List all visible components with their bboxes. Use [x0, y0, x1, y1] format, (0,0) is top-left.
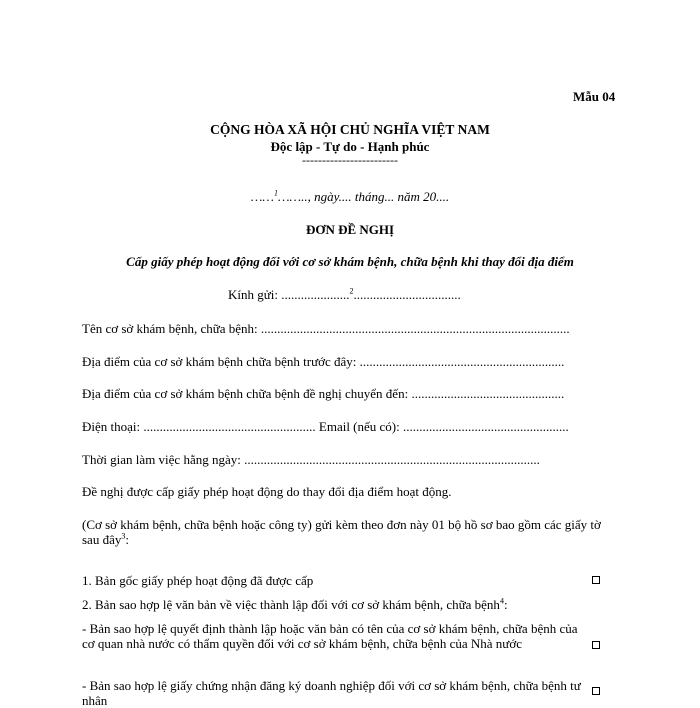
field-label: Thời gian làm việc hằng ngày:: [82, 452, 245, 467]
document-3-checkbox[interactable]: [592, 641, 600, 649]
phone-fill[interactable]: .....................................................: [143, 419, 319, 434]
document-text: - Bản sao hợp lệ giấy chứng nhận đăng ký doanh nghiệp đối với cơ sở khám bệnh, chữa bệnh tư nhân: [82, 678, 581, 708]
attachment-footnote: 3: [121, 531, 126, 541]
form-code: Mẫu 04: [573, 89, 616, 104]
document-item-2: 2. Bản sao hợp lệ văn bản về việc thành lập đối với cơ sở khám bệnh, chữa bệnh$^4$:: [82, 596, 508, 612]
attachment-intro-end: :: [125, 532, 129, 547]
field-fill[interactable]: ...............................................: [411, 386, 565, 401]
recipient-line: [228, 287, 461, 303]
field-fill[interactable]: ...............................................................: [359, 354, 565, 369]
email-label: Email (nếu có):: [318, 419, 403, 434]
phone-email-field: [82, 419, 569, 435]
facility-name-field: [82, 321, 570, 337]
recipient-fill-2[interactable]: .................................: [353, 287, 461, 302]
recipient-label: Kính gửi:: [228, 287, 282, 302]
document-text: 1. Bản gốc giấy phép hoạt động đã được cấp: [82, 573, 314, 588]
national-motto: Độc lập - Tự do - Hạnh phúc: [270, 139, 430, 154]
attachment-intro-text: (Cơ sở khám bệnh, chữa bệnh hoặc công ty) gửi kèm theo đơn này 01 bộ hồ sơ bao gồm các giấy tờ sau đây: [82, 517, 601, 547]
form-title: ĐƠN ĐỀ NGHỊ: [305, 222, 395, 237]
date-line: [0, 189, 700, 205]
document-footnote: 4: [499, 596, 504, 606]
document-text: - Bản sao hợp lệ quyết định thành lập hoặc văn bản có tên của cơ sở khám bệnh, chữa bệnh của cơ quan nhà nước có thẩm quyền đối với cơ sở khám bệnh, chữa bệnh của Nhà nước: [82, 621, 578, 651]
date-footnote: 1: [273, 188, 278, 198]
field-label: Địa điểm của cơ sở khám bệnh chữa bệnh trước đây:: [82, 354, 360, 369]
date-lead: ……: [250, 189, 274, 204]
phone-label: Điện thoại:: [82, 419, 144, 434]
document-text: 2. Bản sao hợp lệ văn bản về việc thành lập đối với cơ sở khám bệnh, chữa bệnh: [82, 597, 500, 612]
previous-location-field: [82, 354, 564, 370]
form-subtitle: Cấp giấy phép hoạt động đối với cơ sở khám bệnh, chữa bệnh khi thay đổi địa điểm: [126, 254, 574, 269]
attachment-intro: [82, 517, 612, 547]
recipient-footnote: 2: [349, 286, 354, 296]
new-location-field: [82, 386, 564, 402]
field-fill[interactable]: ...............................................................................................: [260, 321, 570, 336]
document-item-3: [82, 621, 582, 651]
document-4-checkbox[interactable]: [592, 687, 600, 695]
document-1-checkbox[interactable]: [592, 576, 600, 584]
working-hours-field: [82, 452, 540, 468]
header-separator: ------------------------: [302, 153, 398, 167]
document-item-1: [82, 573, 313, 589]
field-label: Tên cơ sở khám bệnh, chữa bệnh:: [82, 321, 261, 336]
country-name: CỘNG HÒA XÃ HỘI CHỦ NGHĨA VIỆT NAM: [210, 122, 490, 137]
field-label: Địa điểm của cơ sở khám bệnh chữa bệnh đề nghị chuyển đến:: [82, 386, 412, 401]
email-fill[interactable]: ...................................................: [403, 419, 569, 434]
document-item-4: [82, 678, 582, 708]
recipient-fill-1[interactable]: .....................: [281, 287, 350, 302]
request-text: Đề nghị được cấp giấy phép hoạt động do thay đổi địa điểm hoạt động.: [82, 484, 452, 499]
date-rest: …….., ngày.... tháng... năm 20....: [277, 189, 450, 204]
field-fill[interactable]: ...........................................................................................: [244, 452, 540, 467]
